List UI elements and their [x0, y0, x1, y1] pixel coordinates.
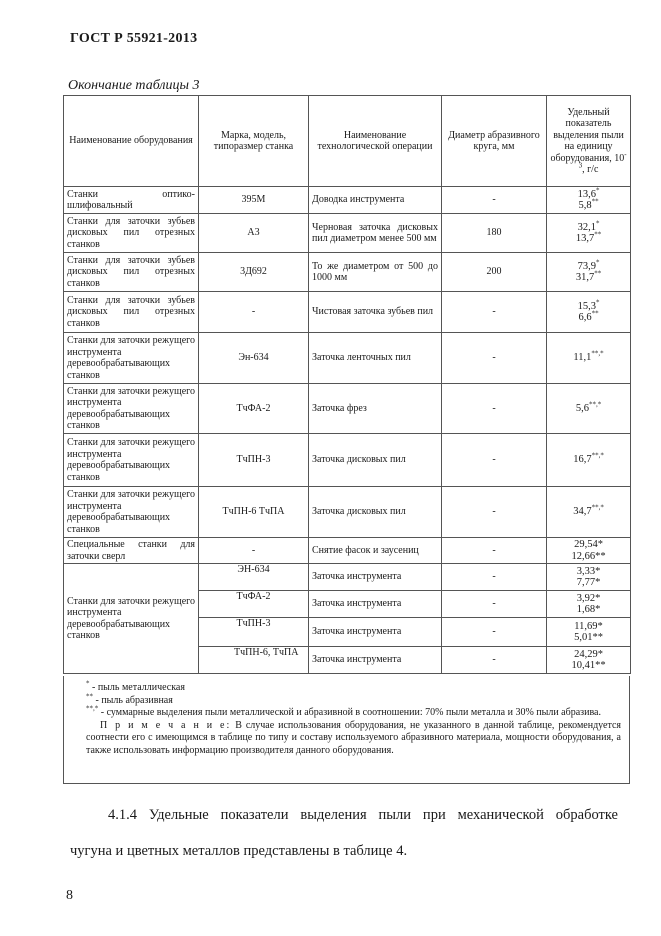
diameter: -: [442, 187, 547, 214]
diameter: -: [442, 538, 547, 564]
header-equipment-name: Наименование оборудования: [64, 96, 199, 187]
diameter: -: [442, 487, 547, 538]
value-mark: **: [591, 309, 599, 318]
operation: Снятие фасок и заусениц: [309, 538, 442, 564]
table-caption: Окончание таблицы 3: [68, 78, 200, 93]
value-metal: 29,54*: [574, 539, 603, 550]
value-abrasive: 5,01**: [574, 632, 603, 643]
operation: Черновая заточка дисковых пил диаметром менее 500 мм: [309, 214, 442, 253]
equipment-name: Станки для заточки режущего инструмента деревообрабатывающих станков: [64, 434, 199, 487]
table-row: [64, 214, 631, 253]
equipment-name: Станки для заточки зубьев дисковых пил отрезных станков: [64, 214, 199, 253]
value-mark: **: [594, 230, 602, 239]
operation: Заточка инструмента: [309, 564, 442, 591]
specific-value: [547, 292, 631, 333]
operation: Заточка инструмента: [309, 591, 442, 618]
value-mark: *: [595, 258, 600, 266]
model: 395М: [199, 187, 309, 214]
specific-value: [547, 253, 631, 292]
diameter: -: [442, 434, 547, 487]
value-mark: **: [591, 197, 599, 206]
operation: Заточка фрез: [309, 384, 442, 434]
diameter: -: [442, 564, 547, 591]
model: -: [199, 292, 309, 333]
header-operation: Наименование технологической операции: [309, 96, 442, 187]
body-paragraph-line-1: 4.1.4 Удельные показатели выделения пыли при механической обработке: [108, 807, 618, 823]
operation: Заточка дисковых пил: [309, 434, 442, 487]
table-row: [64, 292, 631, 333]
value-metal: 15,3: [577, 300, 596, 312]
value-mark: *: [595, 186, 600, 194]
table-notes: [63, 676, 630, 784]
equipment-name: Станки оптико-шлифовальный: [64, 187, 199, 214]
value-total: 34,7: [573, 506, 592, 518]
value-abrasive: 31,7: [575, 272, 595, 283]
note-remark: [86, 720, 621, 758]
header-specific-value: [547, 96, 631, 187]
value-mark: **,*: [591, 503, 604, 512]
table-row: [64, 187, 631, 214]
table-row: [64, 434, 631, 487]
value-mark: **,*: [588, 400, 602, 409]
value-metal: 24,29*: [574, 648, 603, 660]
remark-label: П р и м е ч а н и е:: [100, 719, 232, 731]
specific-value: [547, 187, 631, 214]
table-row: [64, 253, 631, 292]
operation: Заточка ленточных пил: [309, 333, 442, 384]
equipment-name: Станки для заточки зубьев дисковых пил отрезных станков: [64, 253, 199, 292]
diameter: -: [442, 292, 547, 333]
operation: Чистовая заточка зубьев пил: [309, 292, 442, 333]
diameter: 200: [442, 253, 547, 292]
equipment-name: Станки для заточки режущего инструмента деревообрабатывающих станков: [64, 564, 199, 674]
specific-value: [547, 618, 631, 647]
model: ТчФА-2: [199, 591, 309, 618]
value-abrasive: 10,41**: [571, 660, 606, 671]
note-total: [86, 704, 621, 720]
model: ТчПН-3: [199, 618, 309, 647]
equipment-name: Станки для заточки режущего инструмента деревообрабатывающих станков: [64, 487, 199, 538]
value-abrasive: 12,66**: [571, 550, 606, 562]
note-mark: **: [86, 692, 93, 701]
equipment-name: Станки для заточки режущего инструмента деревообрабатывающих станков: [64, 333, 199, 384]
specific-value: [547, 591, 631, 618]
operation: Доводка инструмента: [309, 187, 442, 214]
note-mark: **,*: [86, 704, 99, 713]
table-header-row: [64, 96, 631, 187]
diameter: -: [442, 333, 547, 384]
value-mark: **,*: [591, 451, 604, 460]
remark-text: В случае использования оборудования, не указанного в данной таблице, рекомендуется соотнести его с имеющимся в таблице по типу и составу используемого абразивного материала, мощности оборудования, а также использовать информацию производителя данного оборудования.: [86, 719, 622, 756]
header-value-unit: 10: [614, 152, 625, 164]
value-abrasive: 6,6: [578, 312, 592, 323]
equipment-name: Станки для заточки режущего инструмента деревообрабатывающих станков: [64, 384, 199, 434]
specific-value: [547, 647, 631, 674]
specific-value: [547, 538, 631, 564]
value-metal: 3,33*: [576, 565, 601, 577]
table-row: [64, 333, 631, 384]
model: ТчПН-3: [199, 434, 309, 487]
specific-value: [547, 434, 631, 487]
body-paragraph-line-2: чугуна и цветных металлов представлены в таблице 4.: [70, 843, 408, 859]
specific-value: [547, 214, 631, 253]
value-mark: **: [594, 269, 602, 278]
value-abrasive: 7,77*: [576, 577, 601, 588]
value-abrasive: 5,8: [578, 200, 592, 211]
note-metal: [86, 679, 621, 695]
specific-value: [547, 487, 631, 538]
diameter: -: [442, 647, 547, 674]
value-abrasive: 13,7: [575, 233, 595, 244]
note-abrasive: [86, 692, 621, 708]
value-total: 16,7: [573, 454, 592, 466]
page-number: 8: [66, 888, 73, 903]
specific-value: [547, 333, 631, 384]
value-metal: 32,1: [577, 221, 596, 233]
value-metal: 13,6: [577, 188, 596, 200]
diameter: -: [442, 384, 547, 434]
model: ТчФА-2: [199, 384, 309, 434]
header-value-text: Удельный показатель выделения пыли на единицу оборудования,: [550, 106, 624, 164]
note-text: - суммарные выделения пыли металлической и абразивной в соотношении: 70% пыли металла и 30% пыли абразива.: [98, 707, 601, 718]
specific-value: [547, 384, 631, 434]
model: Эн-634: [199, 333, 309, 384]
table-row: [64, 487, 631, 538]
table-row: [64, 538, 631, 564]
value-mark: *: [595, 219, 600, 227]
value-total: 5,6: [575, 402, 589, 414]
model: ТчПН-6 ТчПА: [199, 487, 309, 538]
header-value-unit-tail: , г/с: [582, 164, 599, 175]
model: А3: [199, 214, 309, 253]
diameter: -: [442, 591, 547, 618]
header-diameter: Диаметр абразивного круга, мм: [442, 96, 547, 187]
header-model: Марка, модель, типоразмер станка: [199, 96, 309, 187]
specific-value: [547, 564, 631, 591]
note-text: - пыль металлическая: [89, 682, 185, 693]
model: ТчПН-6, ТчПА: [199, 647, 309, 674]
value-metal: 11,69*: [574, 620, 603, 632]
equipment-name: Станки для заточки зубьев дисковых пил отрезных станков: [64, 292, 199, 333]
equipment-name: Специальные станки для заточки сверл: [64, 538, 199, 564]
note-text: - пыль абразивная: [93, 694, 173, 706]
value-mark: *: [595, 298, 600, 306]
model: 3Д692: [199, 253, 309, 292]
dust-emission-table: [63, 95, 631, 674]
operation: Заточка дисковых пил: [309, 487, 442, 538]
value-abrasive: 1,68*: [576, 604, 601, 615]
value-metal: 73,9: [577, 260, 596, 272]
table-row: [64, 564, 631, 591]
document-header: ГОСТ Р 55921-2013: [70, 31, 198, 46]
value-mark: **,*: [591, 349, 604, 358]
operation: Заточка инструмента: [309, 647, 442, 674]
value-total: 11,1: [573, 352, 592, 364]
diameter: 180: [442, 214, 547, 253]
note-mark: *: [86, 679, 90, 688]
table-row: [64, 384, 631, 434]
model: ЭН-634: [199, 564, 309, 591]
value-metal: 3,92*: [576, 592, 601, 604]
model: -: [199, 538, 309, 564]
operation: Заточка инструмента: [309, 618, 442, 647]
operation: То же диаметром от 500 до 1000 мм: [309, 253, 442, 292]
diameter: -: [442, 618, 547, 647]
header-value-unit-exp: -3: [578, 150, 627, 170]
